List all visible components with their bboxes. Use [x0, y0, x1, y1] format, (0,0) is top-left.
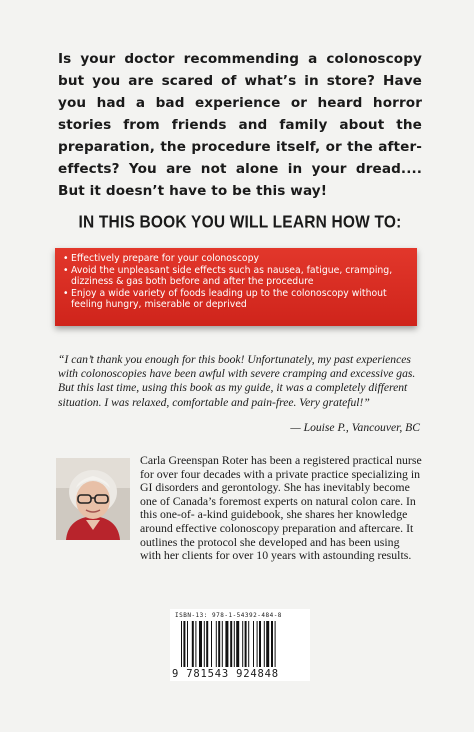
author-photo: [56, 458, 130, 540]
testimonial-quote: “I can’t thank you enough for this book! Unfortunately, my past experiences with colonoscopies have been awful with severe cramping and excessive gas. But this last time, using this book as my guide, it was a completely different situation. I was relaxed, comfortable and pain-free. Very grateful!”: [58, 353, 416, 409]
learn-item-text: Effectively prepare for your colonoscopy: [71, 253, 260, 264]
barcode-bar: [271, 621, 273, 667]
barcode-bar: [259, 621, 261, 667]
barcode-bar: [248, 621, 249, 667]
barcode-bar: [192, 621, 194, 667]
learn-list-box: [55, 248, 417, 326]
barcode-bar: [253, 621, 254, 667]
learn-item: [63, 288, 409, 311]
learn-item-text: Enjoy a wide variety of foods leading up to the colonoscopy without feeling hungry, miserable or deprived: [71, 287, 387, 311]
barcode-bar: [266, 621, 269, 667]
barcode-digits: 9 781543 924848: [172, 668, 279, 680]
barcode-bars: [181, 621, 305, 667]
bullet-icon: •: [63, 253, 69, 264]
learn-item: [63, 265, 409, 288]
isbn-text: ISBN-13: 978-1-54392-484-8: [175, 612, 282, 619]
barcode-bar: [230, 621, 232, 667]
barcode-bar: [242, 621, 243, 667]
testimonial-attribution: — Louise P., Vancouver, BC: [290, 421, 420, 434]
barcode-bar: [275, 621, 276, 667]
barcode-bar: [218, 621, 220, 667]
barcode-bar: [211, 621, 212, 667]
barcode-bar: [204, 621, 205, 667]
bullet-icon: •: [63, 287, 69, 299]
barcode-bar: [222, 621, 223, 667]
barcode-bar: [257, 621, 258, 667]
barcode-bar: [199, 621, 202, 667]
intro-paragraph: Is your doctor recommending a colonoscopy but you are scared of what’s in store? Have you had a bad experience or heard horror stories from friends and family about the preparation, the procedure itself, or the after-effects? You are not alone in your dread.... But it doesn’t have to be this way!: [58, 51, 422, 199]
learn-item: [63, 253, 409, 265]
barcode-bar: [195, 621, 196, 667]
barcode-bar: [206, 621, 208, 667]
bullet-icon: •: [63, 264, 69, 276]
barcode-bar: [187, 621, 188, 667]
barcode-bar: [181, 621, 182, 667]
barcode-bar: [216, 621, 217, 667]
learn-heading: IN THIS BOOK YOU WILL LEARN HOW TO:: [78, 212, 402, 233]
author-portrait-illustration: [56, 458, 130, 540]
barcode-bar: [183, 621, 185, 667]
author-bio: Carla Greenspan Roter has been a registered practical nurse for over four decades with a private practice specializing in GI disorders and gerontology. She has inevitably become one of Canada’s foremost experts on natural colon care. In this one-of- a-kind guidebook, she shares her knowledge around effective colonoscopy preparation and aftercare. It outlines the protocol she developed and has been using with her clients for over 10 years with astounding results.: [140, 453, 422, 563]
barcode-bar: [264, 621, 265, 667]
barcode-bar: [225, 621, 228, 667]
barcode-bar: [236, 621, 239, 667]
barcode-bar: [245, 621, 247, 667]
learn-item-text: Avoid the unpleasant side effects such as nausea, fatigue, cramping, dizziness & gas both before and after the procedure: [71, 264, 393, 288]
barcode-bar: [234, 621, 235, 667]
